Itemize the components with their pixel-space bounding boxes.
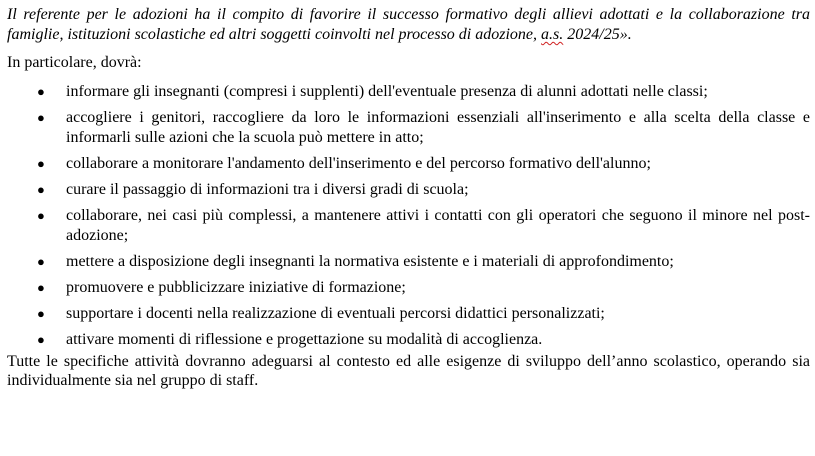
list-item-text: curare il passaggio di informazioni tra i diversi gradi di scuola;	[66, 181, 469, 198]
bullet-icon: ●	[37, 306, 45, 321]
list-item-text: collaborare, nei casi più complessi, a mantenere attivi i contatti con gli operatori che seguono il minore nel post-adozione;	[66, 207, 810, 244]
bullet-icon: ●	[37, 182, 45, 197]
duties-list	[7, 82, 810, 350]
intro-text: Il referente per le adozioni ha il compito di favorire il successo formativo degli allievi adottati e la collaborazione tra famiglie, istituzioni scolastiche ed altri soggetti coinvolti nel processo di adozione,	[7, 6, 810, 43]
list-item-text: informare gli insegnanti (compresi i supplenti) dell'eventuale presenza di alunni adottati nelle classi;	[66, 83, 708, 100]
list-item	[7, 154, 810, 174]
list-item-text: mettere a disposizione degli insegnanti la normativa esistente e i materiali di approfondimento;	[66, 253, 674, 270]
spellcheck-flagged-word[interactable]: a.s.	[541, 26, 564, 43]
intro-tail: 2024/25».	[563, 26, 632, 43]
list-item	[7, 304, 810, 324]
bullet-icon: ●	[37, 332, 45, 347]
list-item	[7, 330, 810, 350]
intro-paragraph	[7, 5, 810, 45]
list-item-text: collaborare a monitorare l'andamento dell'inserimento e del percorso formativo dell'alunno;	[66, 155, 651, 172]
bullet-icon: ●	[37, 156, 45, 171]
bullet-icon: ●	[37, 110, 45, 125]
list-item-text: attivare momenti di riflessione e progettazione su modalità di accoglienza.	[66, 331, 543, 348]
closing-paragraph: Tutte le specifiche attività dovranno adeguarsi al contesto ed alle esigenze di sviluppo dell’anno scolastico, operando sia individualmente sia nel gruppo di staff.	[7, 353, 810, 389]
list-item	[7, 206, 810, 246]
document-page	[7, 5, 810, 390]
list-item	[7, 278, 810, 298]
lead-sentence: In particolare, dovrà:	[7, 54, 142, 71]
list-item-text: promuovere e pubblicizzare iniziative di formazione;	[66, 279, 406, 296]
list-item-text: accogliere i genitori, raccogliere da loro le informazioni essenziali all'inserimento e alla scelta della classe e informarli sulle azioni che la scuola può mettere in atto;	[66, 109, 810, 146]
list-item-text: supportare i docenti nella realizzazione di eventuali percorsi didattici personalizzati;	[66, 305, 605, 322]
list-item	[7, 180, 810, 200]
list-item	[7, 252, 810, 272]
list-item	[7, 108, 810, 148]
bullet-icon: ●	[37, 254, 45, 269]
bullet-icon: ●	[37, 280, 45, 295]
bullet-icon: ●	[37, 84, 45, 99]
bullet-icon: ●	[37, 208, 45, 223]
list-item	[7, 82, 810, 102]
